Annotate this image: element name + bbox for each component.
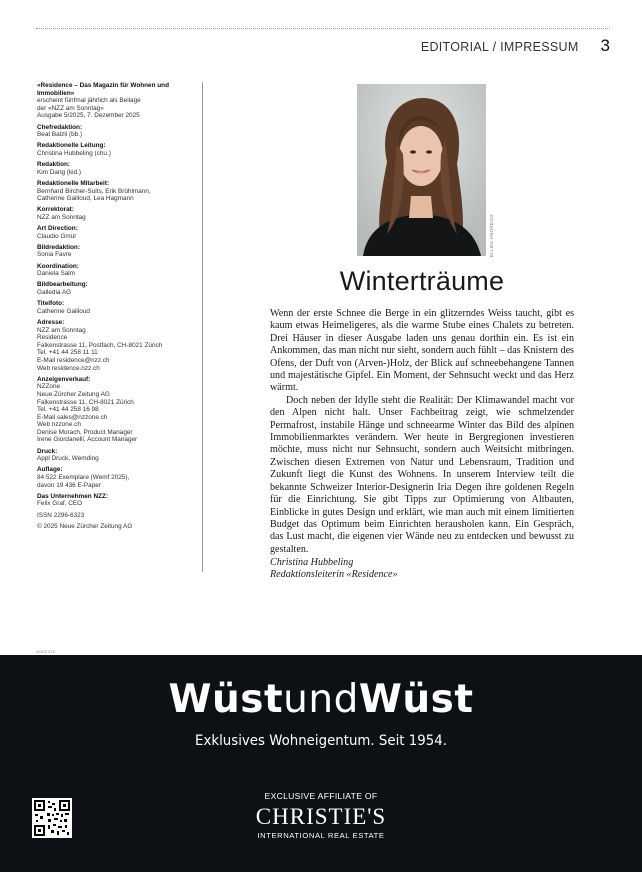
impressum-value: NZZone — [37, 383, 61, 391]
impressum-title: «Residence – Das Magazin für Wohnen und Immobilien» — [37, 82, 169, 97]
impressum-label: Druck: — [37, 447, 58, 455]
ad-brand-part: und — [283, 677, 359, 722]
portrait-illustration — [357, 84, 486, 256]
impressum-value[interactable]: Web nzzone.ch — [37, 421, 81, 429]
impressum-value: Claudio Gmür — [37, 232, 77, 240]
impressum-copyright: © 2025 Neue Zürcher Zeitung AG — [37, 522, 133, 530]
impressum-value: Tel. +41 44 258 11 11 — [37, 349, 98, 357]
impressum-block — [37, 493, 195, 508]
running-head — [421, 36, 610, 56]
impressum-value[interactable]: Web residence.nzz.ch — [37, 364, 100, 372]
impressum-value: Catherine Gailloud — [37, 307, 90, 315]
impressum-label: Korrektorat: — [37, 206, 74, 214]
impressum-block — [37, 142, 195, 157]
impressum-block — [37, 319, 195, 372]
ad-brand-part: Wüst — [358, 677, 474, 722]
impressum-value: Falkenstrasse 11, Postfach, CH-8021 Zürich — [37, 341, 163, 349]
impressum-value: NZZ am Sonntag — [37, 213, 86, 221]
impressum-block — [37, 376, 195, 444]
author-portrait — [357, 84, 486, 256]
impressum-label: Art Direction: — [37, 225, 78, 233]
impressum-block — [37, 206, 195, 221]
impressum-value: Sonia Favre — [37, 251, 72, 259]
impressum-value: Daniela Salm — [37, 270, 76, 278]
impressum-label: Redaktionelle Leitung: — [37, 142, 106, 150]
impressum-block — [37, 161, 195, 176]
page-number: 3 — [600, 36, 610, 55]
impressum-value[interactable]: E-Mail residence@nzz.ch — [37, 356, 110, 364]
impressum-value: davon 19 436 E-Paper — [37, 481, 101, 489]
impressum-label: Titelfoto: — [37, 300, 65, 308]
impressum-value: Neue Zürcher Zeitung AG — [37, 390, 110, 398]
impressum-label: Koordination: — [37, 262, 79, 270]
ad-brand-logo — [0, 677, 642, 722]
impressum-block — [37, 448, 195, 463]
impressum-value: NZZ am Sonntag — [37, 326, 86, 334]
signature-role: Redaktionsleiterin «Residence» — [270, 569, 398, 581]
impressum-label: Redaktionelle Mitarbeit: — [37, 179, 110, 187]
signature-name: Christina Hubbeling — [270, 557, 354, 568]
impressum-label: Anzeigenverkauf: — [37, 375, 91, 383]
impressum-value: Denise Morach, Product Manager — [37, 428, 133, 436]
impressum-value: Tel. +41 44 258 16 98 — [37, 406, 99, 414]
ad-affiliate-line: EXCLUSIVE AFFILIATE OF — [264, 791, 378, 801]
impressum-intro-line: Ausgabe 5/2025, 7. Dezember 2025 — [37, 112, 140, 120]
impressum-label: Bildbearbeitung: — [37, 281, 88, 289]
impressum-block — [37, 225, 195, 240]
section-label: EDITORIAL / IMPRESSUM — [420, 40, 579, 54]
christies-subline: INTERNATIONAL REAL ESTATE — [257, 831, 385, 840]
impressum-intro-line: erscheint fünfmal jährlich als Beilage — [37, 97, 141, 105]
impressum-label: Auflage: — [37, 466, 63, 474]
impressum-label: Adresse: — [37, 318, 65, 326]
impressum-block — [37, 180, 195, 203]
impressum-value[interactable]: E-Mail sales@nzzone.ch — [37, 413, 108, 421]
impressum-block — [37, 244, 195, 259]
impressum-value: Appl Druck, Wemding — [37, 455, 99, 463]
editorial-paragraph: Doch neben der Idylle steht die Realität: Der Klimawandel macht vor den Alpen nicht halt. Unser Fachbeitrag zeigt, wie schmelzender Permafrost, instabile Hänge und schneearme Winter das Bild des alpinen Immobilienmarktes verändern. Wer heute in Bergregionen investieren möchte, muss nicht nur Sehnsucht, sondern auch Weitsicht mitbringen. Zwischen diesen Extremen von Natur und Lebensraum, Tradition und Zukunft liegt die Kunst des Wohnens. In unserem Interview teilt die bekannte Schweizer Interior-Designerin Iria Degen ihre goldenen Regeln für die Einrichtung. Sie gibt Tipps zur Optimierung von Altbauten, Einblicke in gutes Design und erklärt, wie man auch mit einem limitierten Budget das Optimum beim Einrichten herausholen kann. Ein Gespräch, das Lust macht, die eigenen vier Wände neu zu entdecken und bewusst zu gestalten. — [270, 394, 574, 555]
impressum-intro-line: der «NZZ am Sonntag» — [37, 104, 104, 112]
impressum-issn: ISSN 2296-6323 — [37, 511, 85, 519]
impressum-value: 84 522 Exemplare (Wemf 2025), — [37, 474, 130, 482]
ad-label: ANZEIGE — [36, 649, 56, 654]
impressum-blocks — [37, 124, 195, 508]
editorial-paragraph: Wenn der erste Schnee die Berge in ein glitzerndes Weiss taucht, gibt es kaum etwas Heimeligeres, als die warme Stube eines Chalets zu betreten. Drei Häuser in dieser Ausgabe laden uns genau dorthin ein. Es ist ein Ankommen, das man nicht nur sieht, sondern auch fühlt – das Knistern des Ofens, der Duft von (Arven-)Holz, der Blick auf schneebehangene Tannen und majestätische Gipfel. Ein Moment, der Sehnsucht weckt und das Herz wärmt. — [270, 308, 574, 394]
impressum-label: Redaktion: — [37, 161, 71, 169]
impressum-value: Galledia AG — [37, 289, 72, 296]
advertisement[interactable] — [0, 655, 642, 872]
ad-brand-part: Wüst — [168, 677, 284, 722]
impressum-value: Falkenstrasse 11, CH-8021 Zürich — [37, 398, 134, 406]
editorial-signature — [270, 557, 398, 582]
impressum-block — [37, 281, 195, 296]
christies-logo: CHRISTIE'S — [255, 804, 387, 829]
impressum-block — [37, 300, 195, 315]
editorial-title: Winterträume — [339, 266, 505, 296]
editorial-body — [270, 308, 574, 556]
impressum-value: Bernhard Bircher-Suits, Erik Brühlmann, — [37, 187, 151, 195]
header-rule — [36, 28, 610, 29]
impressum-value: Felix Graf, CEO — [37, 500, 83, 508]
impressum-label: Bildredaktion: — [37, 243, 80, 251]
impressum-value: Kim Dang (kid.) — [37, 168, 82, 176]
impressum-label: Das Unternehmen NZZ: — [37, 492, 109, 500]
photo-credit: ELLEN ANDREGG — [489, 214, 494, 258]
impressum-label: Chefredaktion: — [37, 123, 83, 131]
ad-tagline: Exklusives Wohneigentum. Seit 1954. — [195, 733, 447, 749]
impressum-block — [37, 263, 195, 278]
impressum-intro — [37, 97, 195, 120]
impressum-value: Irene Giordanelli, Account Manager — [37, 436, 138, 444]
column-divider — [202, 82, 203, 572]
impressum-column — [37, 82, 195, 530]
impressum-value: Beat Balzli (bb.) — [37, 131, 83, 139]
impressum-value: Residence — [37, 334, 68, 342]
impressum-value: Catherine Gailloud, Lea Hagmann — [37, 195, 134, 203]
impressum-value: Christina Hubbeling (chu.) — [37, 149, 111, 157]
impressum-block — [37, 124, 195, 139]
impressum-block — [37, 466, 195, 489]
